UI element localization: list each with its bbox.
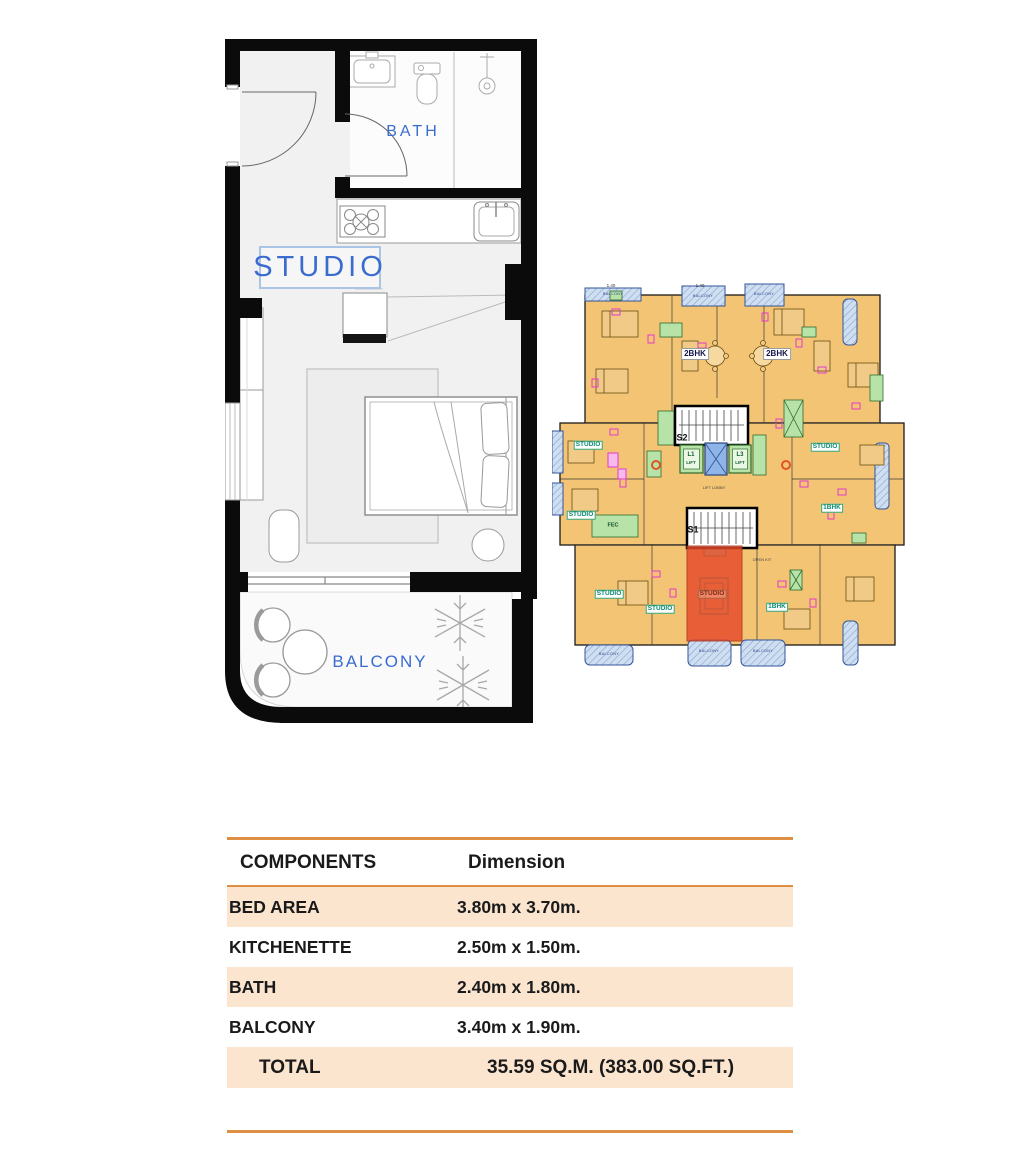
components-table [227, 837, 793, 1133]
toilet [414, 63, 440, 104]
key-plan-labels [552, 283, 912, 668]
keyplan-label: STUDIO [596, 589, 622, 597]
keyplan-label: BALCONY [598, 652, 620, 657]
table-header [227, 837, 793, 887]
shower-head-icon [479, 78, 495, 94]
keyplan-label: S2 [676, 432, 688, 443]
pillow [481, 402, 510, 454]
studio-room-label: STUDIO [253, 251, 387, 283]
header-dimension: Dimension [468, 851, 566, 873]
bath-sink [349, 52, 395, 87]
keyplan-label: STUDIO [812, 442, 838, 450]
keyplan-label: FEC [607, 522, 619, 529]
keyplan-label: BALCONY [752, 649, 774, 654]
keyplan-label: 2BHK [763, 348, 791, 360]
component-dimension: 2.40m x 1.80m. [457, 976, 581, 997]
tv-icon [343, 334, 386, 343]
component-name: BATH [229, 976, 277, 997]
keyplan-label: BALCONY [753, 292, 775, 297]
keyplan-label: 1.40 [695, 282, 705, 288]
keyplan-label: 1BHK [768, 602, 786, 610]
unit-floor-plan [225, 35, 537, 725]
component-name: BED AREA [229, 896, 320, 917]
wardrobe-strip [240, 308, 263, 500]
balcony-table [283, 630, 327, 674]
keyplan-label: STUDIO [568, 510, 594, 518]
keyplan-label: 2BHK [681, 348, 709, 360]
table-row [227, 967, 793, 1007]
keyplan-label: STUDIO [647, 604, 673, 612]
keyplan-label: 1.40 [606, 282, 616, 288]
bed [365, 397, 517, 515]
bedside-lamp [472, 529, 504, 561]
keyplan-label: 1BHK [823, 503, 841, 511]
keyplan-label: STUDIO [575, 440, 601, 448]
total-label: TOTAL [259, 1056, 321, 1078]
keyplan-label: OPEN KIT [752, 557, 772, 562]
window [225, 403, 240, 500]
component-dimension: 3.40m x 1.90m. [457, 1016, 581, 1037]
kitchen-sink [474, 202, 519, 241]
table-row [227, 927, 793, 967]
door-sill [227, 85, 238, 89]
table-row [227, 1007, 793, 1047]
door-sill [227, 162, 238, 166]
bath-room-label: BATH [386, 123, 440, 140]
keyplan-label: BALCONY [602, 292, 624, 297]
keyplan-label: STUDIO [699, 589, 725, 597]
header-components: COMPONENTS [240, 851, 377, 873]
sliding-door [248, 577, 410, 584]
keyplan-label: L3 [736, 452, 744, 458]
balcony-room-label: BALCONY [332, 652, 428, 671]
keyplan-label: LIFT LOBBY [702, 485, 726, 490]
keyplan-label: LIFT [686, 459, 696, 465]
total-value: 35.59 SQ.M. (383.00 SQ.FT.) [487, 1056, 735, 1078]
component-name: BALCONY [229, 1016, 316, 1037]
unit-plan-drawing [225, 35, 537, 725]
kitchen-stove [340, 206, 385, 237]
keyplan-label: LIFT [735, 459, 745, 465]
component-dimension: 2.50m x 1.50m. [457, 936, 581, 957]
studio-room-label-box [253, 246, 387, 289]
keyplan-label: BALCONY [698, 649, 720, 654]
keyplan-label: L1 [687, 452, 695, 458]
keyplan-label: BALCONY [692, 294, 714, 299]
pillow [481, 455, 510, 507]
key-plan [552, 283, 912, 668]
keyplan-label: S1 [687, 524, 699, 535]
table-bottom-rule [227, 1130, 793, 1133]
component-name: KITCHENETTE [229, 936, 352, 957]
ottoman [269, 510, 299, 562]
component-dimension: 3.80m x 3.70m. [457, 896, 581, 917]
table-row [227, 887, 793, 927]
table-total-row [227, 1047, 793, 1088]
